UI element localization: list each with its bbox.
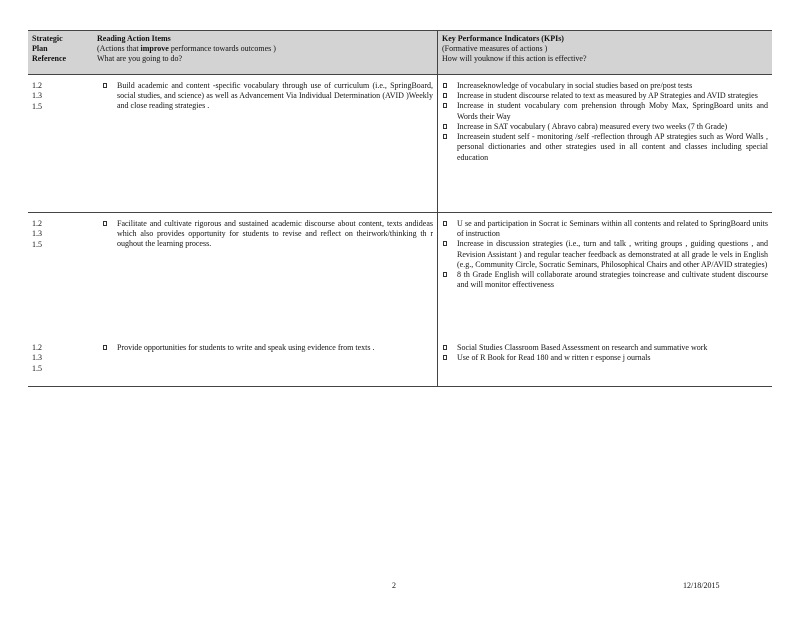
reference-number: 1.3 bbox=[32, 91, 42, 101]
kpi-item bbox=[442, 122, 768, 132]
checkbox-icon bbox=[443, 355, 447, 360]
action-item bbox=[97, 219, 433, 250]
header-reading-action-items bbox=[93, 31, 438, 75]
checkbox-icon bbox=[443, 134, 447, 139]
kpi-text: 8 th Grade English will collaborate around strategies toincrease and cultivate student discourse and will monitor effectiveness bbox=[457, 270, 768, 290]
action-text: Provide opportunities for students to write and speak using evidence from texts . bbox=[117, 343, 375, 352]
kpi-text: Increasein student self - monitoring /self -reflection through AP strategies such as Word Walls , personal dictionaries and other strategies used in all content and classes including special education bbox=[457, 132, 768, 162]
checkbox-icon bbox=[443, 345, 447, 350]
checkbox-icon bbox=[103, 83, 107, 88]
page-number: 2 bbox=[392, 581, 396, 590]
checkbox-icon bbox=[443, 93, 447, 98]
kpi-text: Social Studies Classroom Based Assessment on research and summative work bbox=[457, 343, 708, 352]
header-col2-title: Reading Action Items bbox=[97, 34, 171, 43]
reference-number: 1.2 bbox=[32, 219, 42, 228]
table-header-row bbox=[28, 31, 772, 75]
reference-number: 1.2 bbox=[32, 81, 42, 90]
footer-date: 12/18/2015 bbox=[683, 581, 720, 590]
kpi-item bbox=[442, 239, 768, 270]
checkbox-icon bbox=[443, 221, 447, 226]
kpi-cell bbox=[438, 327, 773, 387]
kpi-item bbox=[442, 219, 768, 239]
kpi-text: Increaseknowledge of vocabulary in social studies based on pre/post tests bbox=[457, 81, 693, 90]
checkbox-icon bbox=[443, 103, 447, 108]
header-col1-line: Plan bbox=[32, 44, 48, 54]
table-row bbox=[28, 75, 772, 213]
kpi-text: Increase in discussion strategies (i.e., turn and talk , writing groups , guiding questions , and Revision Assistant ) and regular teacher feedback as demonstrated at all grade le vels in English (e.g., Community Circle, Socratic Seminars, Philosophical Chairs and other AP/AVID strategies) bbox=[457, 239, 768, 269]
reference-number: 1.5 bbox=[32, 239, 42, 249]
checkbox-icon bbox=[443, 124, 447, 129]
header-col3-sub1: (Formative measures of actions ) bbox=[442, 44, 548, 54]
reference-number: 1.3 bbox=[32, 229, 42, 239]
action-item bbox=[97, 343, 433, 353]
reference-cell bbox=[28, 327, 93, 387]
kpi-item bbox=[442, 81, 768, 91]
header-key-performance-indicators bbox=[438, 31, 773, 75]
kpi-cell bbox=[438, 213, 773, 328]
header-col2-sub2: What are you going to do? bbox=[97, 54, 183, 64]
reference-cell bbox=[28, 75, 93, 213]
action-cell bbox=[93, 213, 438, 328]
table-row bbox=[28, 327, 772, 387]
kpi-item bbox=[442, 270, 768, 290]
header-col1-line: Reference bbox=[32, 54, 67, 64]
checkbox-icon bbox=[103, 345, 107, 350]
checkbox-icon bbox=[443, 83, 447, 88]
action-item bbox=[97, 81, 433, 112]
action-cell bbox=[93, 75, 438, 213]
kpi-text: Increase in student discourse related to text as measured by AP Strategies and AVID strategies bbox=[457, 91, 758, 101]
kpi-cell bbox=[438, 75, 773, 213]
checkbox-icon bbox=[443, 241, 447, 246]
kpi-item bbox=[442, 91, 768, 101]
table-row bbox=[28, 213, 772, 328]
reference-number: 1.5 bbox=[32, 101, 42, 111]
kpi-item bbox=[442, 353, 768, 363]
reference-number: 1.5 bbox=[32, 363, 42, 373]
header-col2-sub1-pre: (Actions that bbox=[97, 44, 141, 54]
header-col3-title: Key Performance Indicators (KPIs) bbox=[442, 34, 564, 43]
action-text: Facilitate and cultivate rigorous and sustained academic discourse about content, texts andideas which also provides opportunity for students to revise and reflect on theirwork/thinking th r oughout the learning process. bbox=[117, 219, 433, 249]
action-plan-table bbox=[28, 30, 772, 387]
reference-number: 1.2 bbox=[32, 343, 42, 352]
header-col2-sub1 bbox=[97, 44, 276, 53]
kpi-text: U se and participation in Socrat ic Seminars within all contents and related to SpringBoard units of instruction bbox=[457, 219, 768, 239]
header-col2-sub1-post: performance towards outcomes ) bbox=[168, 44, 276, 54]
kpi-text: Increase in SAT vocabulary ( Abravo cabra) measured every two weeks (7 th Grade) bbox=[457, 121, 728, 131]
header-col1-line: Strategic bbox=[32, 34, 63, 43]
checkbox-icon bbox=[103, 221, 107, 226]
kpi-text: Use of R Book for Read 180 and w ritten r esponse j ournals bbox=[457, 353, 651, 363]
action-cell bbox=[93, 327, 438, 387]
header-col2-sub1-bold: improve bbox=[140, 44, 169, 54]
header-strategic-plan-reference bbox=[28, 31, 93, 75]
reference-cell bbox=[28, 213, 93, 328]
kpi-text: Increase in student vocabulary com prehension through Moby Max, SpringBoard units and Words their Way bbox=[457, 101, 768, 121]
checkbox-icon bbox=[443, 272, 447, 277]
kpi-item bbox=[442, 101, 768, 121]
kpi-item bbox=[442, 132, 768, 163]
header-col3-sub2: How will youknow if this action is effective? bbox=[442, 54, 587, 64]
kpi-item bbox=[442, 343, 768, 353]
action-text: Build academic and content -specific vocabulary through use of curriculum (i.e., SpringBoard, social studies, and science) as well as Advancement Via Individual Determination (AVID )Weekly and close reading strategies . bbox=[117, 81, 433, 111]
reference-number: 1.3 bbox=[32, 353, 42, 363]
